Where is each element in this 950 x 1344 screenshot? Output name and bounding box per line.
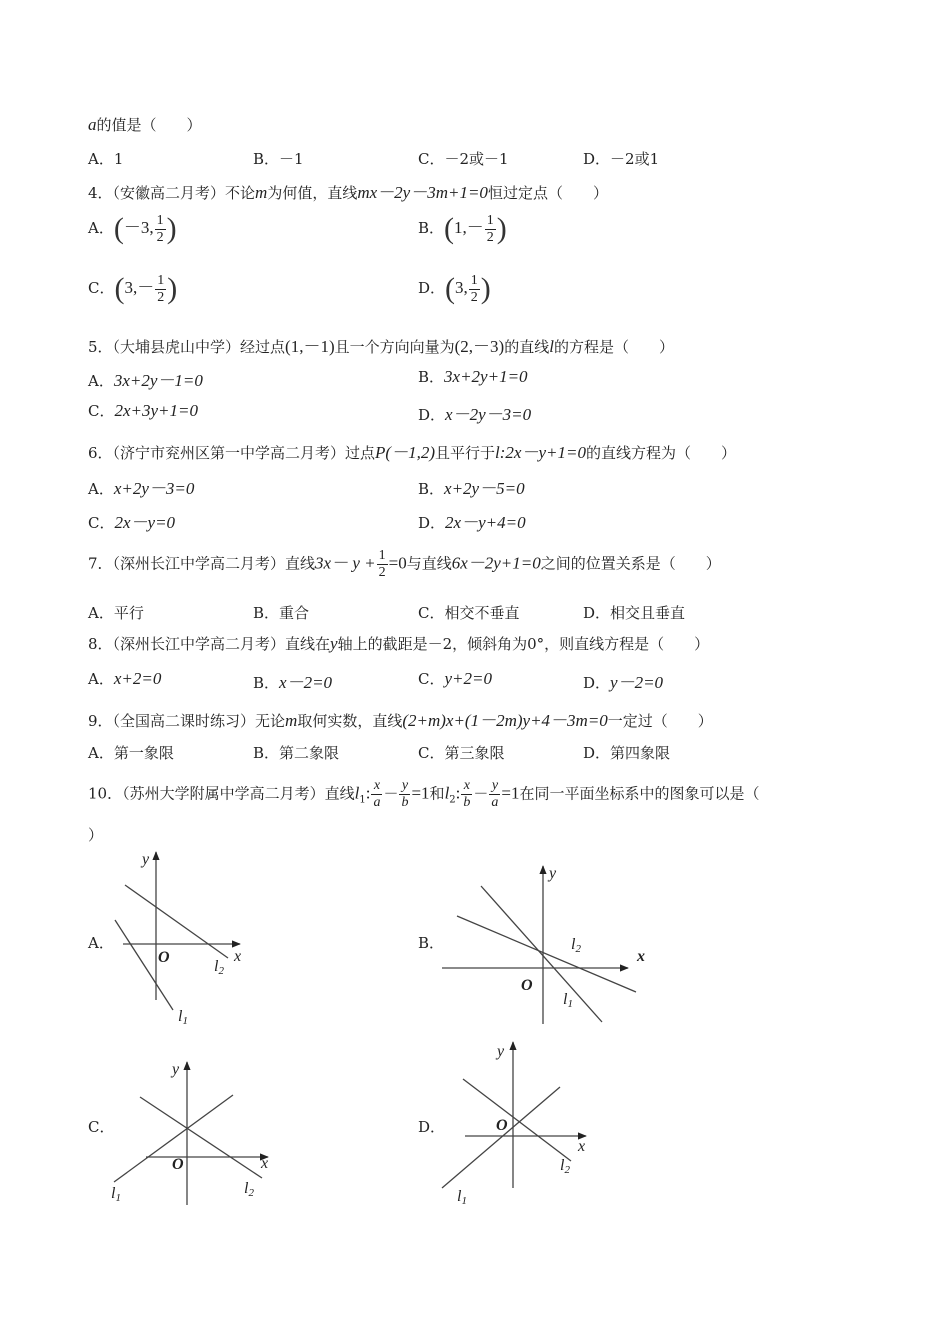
q3-stem (88, 114, 202, 135)
q9-option-b[interactable]: B．第二象限 (253, 744, 340, 762)
q5-option-a[interactable]: A．3x+2y－1=0 (88, 371, 203, 390)
q4-stem: 4．（安徽高二月考）不论m为何值，直线mx－2y－3m+1=0恒过定点（ ） (88, 183, 608, 202)
q3-option-a[interactable]: A．1 (88, 150, 124, 168)
figure-c-l1-label: l1 (111, 1185, 121, 1204)
figure-c-x-label: x (261, 1155, 269, 1172)
q3-var-a: a (88, 115, 97, 134)
q5-option-d[interactable]: D．x－2y－3=0 (418, 405, 532, 424)
q7-option-a[interactable]: A．平行 (88, 604, 144, 622)
figure-b-origin: O (521, 977, 533, 994)
q9-option-c[interactable]: C．第三象限 (418, 744, 505, 762)
figure-b-x-label: x (637, 948, 645, 965)
q6-option-b[interactable]: B．x+2y－5=0 (418, 479, 525, 498)
q6-option-a[interactable]: A．x+2y－3=0 (88, 479, 195, 498)
figure-b-l2-label: l2 (571, 936, 581, 955)
q6-option-d[interactable]: D．2x－y+4=0 (418, 513, 526, 532)
q7-option-b[interactable]: B．重合 (253, 604, 310, 622)
figure-a-origin: O (158, 949, 170, 966)
figure-b-l1-label: l1 (563, 991, 573, 1010)
q5-option-b[interactable]: B．3x+2y+1=0 (418, 367, 528, 386)
q10-close-paren: ） (88, 826, 104, 844)
q4-option-c[interactable]: C．(3,－ $\frac{1}{2}$ ) (88, 272, 178, 305)
q10-stem: 10．（苏州大学附属中学高二月考）直线$l_1$: $\frac{x}{a}$ － $\frac{y}{b}$ =1和$l_2$: $\frac{x}{b}$ － $\frac{y}{a}$ =1在同一平面坐标系中的图象可以是（ (88, 778, 760, 810)
q5-option-c[interactable]: C．2x+3y+1=0 (88, 401, 198, 420)
figure-d-y-label: y (497, 1043, 505, 1060)
figure-a-line-l2 (125, 885, 228, 958)
figure-d-x-label: x (578, 1138, 586, 1155)
q4-option-b[interactable]: B．(1,－ $\frac{1}{2}$ ) (418, 212, 507, 245)
figure-c-line-l1 (114, 1095, 233, 1182)
figure-c-line-l2 (140, 1097, 262, 1178)
q8-option-c[interactable]: C．y+2=0 (418, 669, 492, 688)
figure-a-l2-label: l2 (214, 958, 224, 977)
figure-a-line-l1 (115, 920, 173, 1010)
figure-b-y-label: y (549, 865, 557, 882)
q8-stem: 8．（深州长江中学高二月考）直线在y轴上的截距是－2，倾斜角为0°，则直线方程是（ ） (88, 634, 710, 653)
figure-c-y-label: y (172, 1061, 180, 1078)
q3-option-b[interactable]: B．－1 (253, 150, 304, 168)
q9-option-a[interactable]: A．第一象限 (88, 744, 174, 762)
figure-b (442, 866, 636, 1024)
figure-a-x-label: x (234, 948, 242, 965)
q10-option-a-label[interactable]: A． (88, 934, 114, 952)
q4-equation: mx－2y－3m+1=0 (357, 183, 488, 202)
q4-option-a[interactable]: A．(－3, $\frac{1}{2}$ ) (88, 212, 177, 245)
figure-c (114, 1062, 268, 1205)
figure-d (442, 1042, 586, 1188)
figure-d-origin: O (496, 1117, 508, 1134)
q9-option-d[interactable]: D．第四象限 (583, 744, 671, 762)
q10-option-b-label[interactable]: B． (418, 934, 445, 952)
q5-stem: 5．（大埔县虎山中学）经过点(1,－1)且一个方向向量为(2,－3)的直线l的方程是（ ） (88, 337, 674, 356)
q9-stem: 9．（全国高二课时练习）无论m取何实数，直线(2+m)x+(1－2m)y+4－3m=0一定过（ ） (88, 711, 713, 730)
figure-a-l1-label: l1 (178, 1008, 188, 1027)
q8-option-d[interactable]: D．y－2=0 (583, 673, 664, 692)
figure-b-line-l1 (481, 886, 602, 1022)
q3-stem-text: 的值是（ ） (96, 116, 202, 134)
q7-option-c[interactable]: C．相交不垂直 (418, 604, 520, 622)
figure-c-l2-label: l2 (244, 1180, 254, 1199)
q7-stem: 7．（深州长江中学高二月考）直线3x－ y + $\frac{1}{2}$ =0与直线6x－2y+1=0之间的位置关系是（ ） (88, 548, 721, 580)
figure-d-line-l1 (442, 1087, 560, 1188)
q8-option-b[interactable]: B．x－2=0 (253, 673, 333, 692)
q10-option-d-label[interactable]: D． (418, 1118, 446, 1136)
figure-d-l2-label: l2 (560, 1157, 570, 1176)
q10-option-c-label[interactable]: C． (88, 1118, 115, 1136)
q8-option-a[interactable]: A．x+2=0 (88, 669, 162, 688)
q6-stem: 6．（济宁市兖州区第一中学高二月考）过点P(－1,2)且平行于l:2x－y+1=0的直线方程为（ ） (88, 443, 736, 462)
q6-option-c[interactable]: C．2x－y=0 (88, 513, 176, 532)
figure-a-y-label: y (142, 851, 150, 868)
figure-a (115, 852, 240, 1010)
q7-option-d[interactable]: D．相交且垂直 (583, 604, 686, 622)
figure-c-origin: O (172, 1156, 184, 1173)
q3-option-c[interactable]: C．－2或－1 (418, 150, 509, 168)
figure-b-line-l2 (457, 916, 636, 992)
q3-option-d[interactable]: D．－2或1 (583, 150, 660, 168)
q4-option-d[interactable]: D．(3, $\frac{1}{2}$ ) (418, 272, 491, 305)
figure-d-line-l2 (463, 1079, 571, 1161)
figure-d-l1-label: l1 (457, 1188, 467, 1207)
